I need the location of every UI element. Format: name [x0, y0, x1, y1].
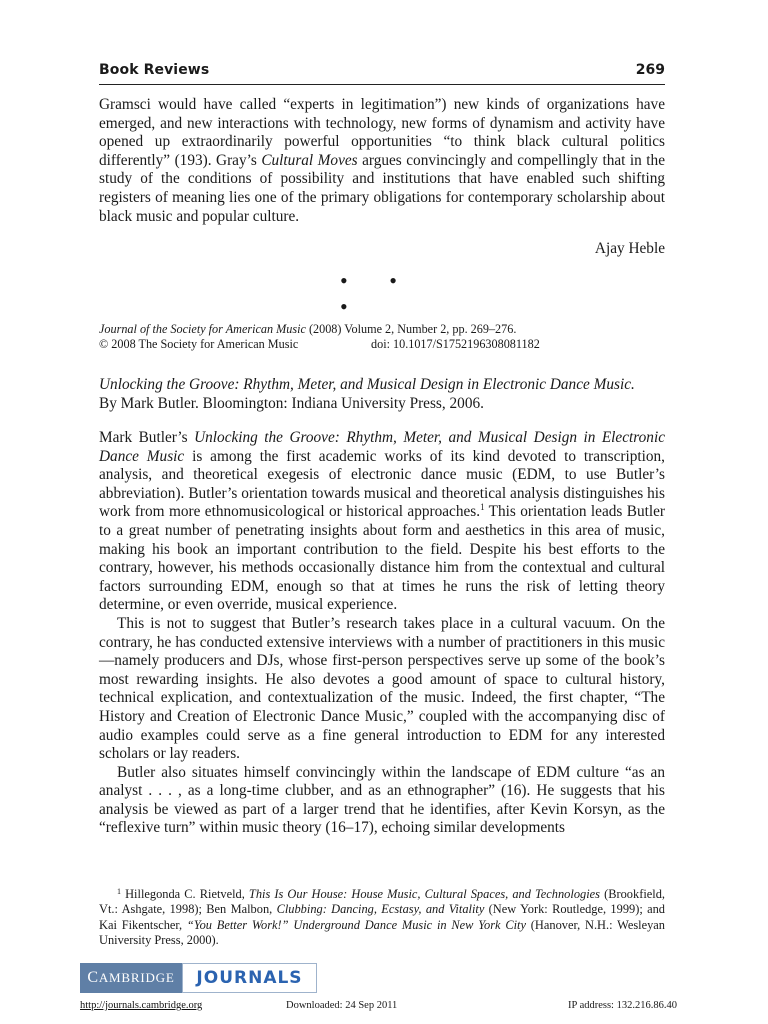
logo-initial: C [87, 969, 99, 986]
cambridge-journals-banner[interactable] [80, 963, 317, 993]
text-run: is among the first academic works of its kind devoted to transcription, analysis, and theoretical exegesis of electronic dance music (EDM, to use Butler’s abbreviation). Butler’s orientation towards musical and theoretical analysis distinguishes his work from more ethnomusicological or historical approaches. [99, 447, 665, 521]
logo-text: AMBRIDGE [98, 970, 175, 985]
italic-title: Unlocking the Groove: Rhythm, Meter, and Musical Design in Electronic Dance Music [99, 429, 665, 465]
page-number: 269 [635, 62, 665, 78]
journals-logo: JOURNALS [182, 963, 317, 993]
text-run: Mark Butler’s [99, 429, 195, 446]
text-run: (Brookfield, Vt.: Ashgate, 1998); Ben Malbon, [99, 887, 665, 917]
journal-details: (2008) Volume 2, Number 2, pp. 269–276. [305, 322, 517, 336]
text-run: Hillegonda C. Rietveld, [121, 887, 249, 901]
text-run: Gramsci would have called “experts in legitimation”) new kinds of organizations have emerged, and new interactions with technology, new forms of dynamism and activity have opened up extraordinarily powerful opportunities “to think black cultural politics differently” (193). Gray’s [99, 96, 665, 169]
reviewer-signature: Ajay Heble [594, 240, 665, 257]
download-date: Downloaded: 24 Sep 2011 [286, 1000, 398, 1011]
footnote [99, 884, 665, 948]
book-byline: By Mark Butler. Bloomington: Indiana University Press, 2006. [99, 394, 484, 412]
running-header [99, 60, 665, 85]
footnote-mark: 1 [117, 887, 121, 896]
italic-title: Clubbing: Dancing, Ecstasy, and Vitality [276, 902, 485, 917]
review-body [99, 429, 665, 838]
paragraph: This is not to suggest that Butler’s research takes place in a cultural vacuum. On the contrary, he has conducted extensive interviews with a number of practitioners in this music—namely producers and DJs, whose first-person perspectives serve up some of the book’s most rewarding insights. He also devotes a good amount of space to cultural history, technical explication, and contextualization of the music. Indeed, the first chapter, “The History and Creation of Electronic Dance Music,” coupled with the accompanying disc of audio examples could serve as a fine general introduction to EDM for any interested scholars or lay readers. [99, 614, 665, 763]
italic-title: This Is Our House: House Music, Cultural Spaces, and Technologies [248, 887, 600, 901]
copyright: © 2008 The Society for American Music [99, 337, 299, 351]
italic-title: “You Better Work!” Underground Dance Music in New York City [186, 917, 526, 932]
text-run: (New York: Routledge, 1999); and Kai Fikentscher, [99, 902, 666, 932]
text-run: (Hanover, N.H.: Wesleyan University Press, 2000). [99, 917, 665, 947]
text-run: This orientation leads Butler to a great number of penetrating insights about form and aesthetics in this area of music, making his book an important contribution to the field. Despite his best efforts to the contrary, however, his methods occasionally distance him from the contextual and cultural factors surrounding EDM, enough so that at times he runs the risk of letting theory determine, or even override, musical experience. [99, 503, 665, 614]
section-separator: • • • [340, 268, 415, 319]
section-title: Book Reviews [99, 62, 210, 78]
text-run: argues convincingly and compellingly that in the study of the conditions of possibility and institutions that have enabled such shifting registers of meaning lies one of the primary obligations for contemporary scholarship about black music and popular culture. [99, 151, 665, 225]
book-citation [99, 376, 665, 413]
ip-address: IP address: 132.216.86.40 [568, 1000, 677, 1011]
previous-review-ending [99, 96, 665, 226]
italic-title: Cultural Moves [261, 151, 358, 169]
book-title: Unlocking the Groove: Rhythm, Meter, and Musical Design in Electronic Dance Music. [99, 376, 635, 393]
cambridge-logo [80, 963, 182, 993]
journals-link[interactable]: http://journals.cambridge.org [80, 1000, 203, 1011]
paragraph [99, 429, 665, 615]
paragraph: Butler also situates himself convincingly within the landscape of EDM culture “as an analyst . . . , as a long-time clubber, and as an ethnographer” (16). He suggests that his analysis be viewed as part of a larger trend that he identifies, after Kevin Korsyn, as the “reflexive turn” within music theory (16–17), echoing similar developments [99, 763, 665, 837]
footnote-reference[interactable]: 1 [480, 502, 485, 513]
journal-citation [99, 322, 665, 352]
doi: doi: 10.1017/S1752196308081182 [371, 337, 540, 351]
journal-name: Journal of the Society for American Music [99, 322, 306, 336]
